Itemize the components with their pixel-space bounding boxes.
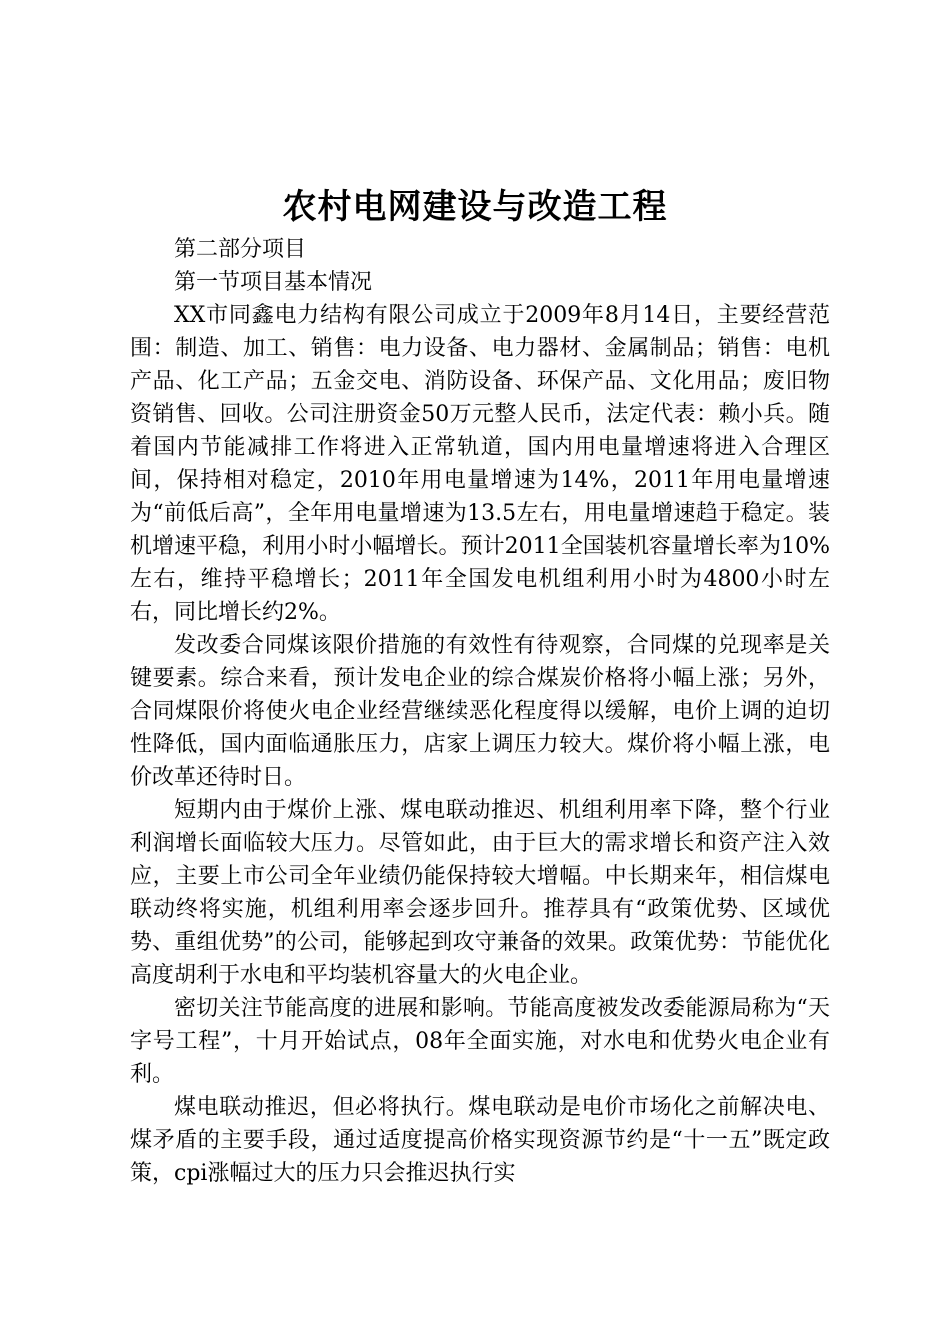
document-body: [130, 233, 830, 1190]
body-paragraph: 发改委合同煤该限价措施的有效性有待观察，合同煤的兑现率是关键要素。综合来看，预计发电企业的综合煤炭价格将小幅上涨；另外，合同煤限价将使火电企业经营继续恶化程度得以缓解，电价上调的迫切性降低，国内面临通胀压力，店家上调压力较大。煤价将小幅上涨，电价改革还待时日。: [130, 633, 830, 790]
body-paragraph: XX市同鑫电力结构有限公司成立于2009年8月14日，主要经营范围：制造、加工、销售：电力设备、电力器材、金属制品；销售：电机产品、化工产品；五金交电、消防设备、环保产品、文化用品；废旧物资销售、回收。公司注册资金50万元整人民币，法定代表：赖小兵。随着国内节能减排工作将进入正常轨道，国内用电量增速将进入合理区间，保持相对稳定，2010年用电量增速为14%，2011年用电量增速为“前低后高”，全年用电量增速为13.5左右，用电量增速趋于稳定。装机增速平稳，利用小时小幅增长。预计2011全国装机容量增长率为10%左右，维持平稳增长；2011年全国发电机组利用小时为4800小时左右，同比增长约2%。: [130, 303, 830, 625]
document-title: 农村电网建设与改造工程: [282, 187, 668, 227]
body-paragraph: 短期内由于煤价上涨、煤电联动推迟、机组利用率下降，整个行业利润增长面临较大压力。尽管如此，由于巨大的需求增长和资产注入效应，主要上市公司全年业绩仍能保持较大增幅。中长期来年，相信煤电联动终将实施，机组利用率会逐步回升。推荐具有“政策优势、区域优势、重组优势”的公司，能够起到攻守兼备的效果。政策优势：节能优化高度胡利于水电和平均装机容量大的火电企业。: [130, 798, 830, 988]
body-paragraph: 密切关注节能高度的进展和影响。节能高度被发改委能源局称为“天字号工程”，十月开始试点，08年全面实施，对水电和优势火电企业有利。: [130, 996, 830, 1087]
section-heading-chapter: 第一节项目基本情况: [174, 270, 373, 295]
body-paragraph: 煤电联动推迟，但必将执行。煤电联动是电价市场化之前解决电、煤矛盾的主要手段，通过适度提高价格实现资源节约是“十一五”既定政策，cpi涨幅过大的压力只会推迟执行实: [130, 1095, 830, 1186]
section-heading-part: 第二部分项目: [174, 237, 307, 262]
